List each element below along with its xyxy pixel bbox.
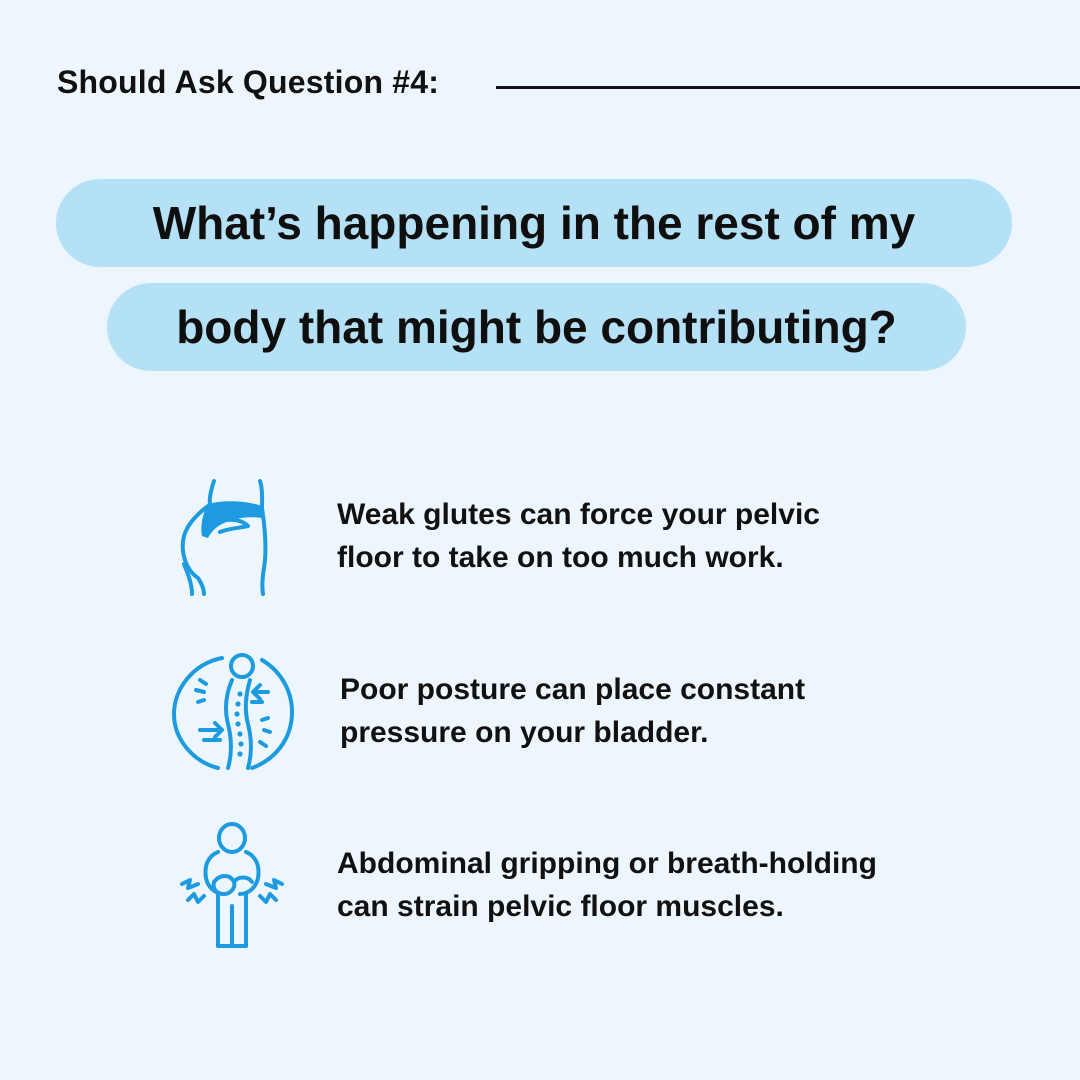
question-pill-line-2 xyxy=(107,283,966,371)
item-text-line-1: Weak glutes can force your pelvic xyxy=(337,498,820,531)
glutes-icon xyxy=(178,478,268,596)
item-text-line-2: pressure on your bladder. xyxy=(340,716,709,749)
item-text-line-2: can strain pelvic floor muscles. xyxy=(337,890,784,923)
item-text-line-2: floor to take on too much work. xyxy=(337,541,784,574)
item-text-line-1: Abdominal gripping or breath-holding xyxy=(337,847,877,880)
question-line-1: What’s happening in the rest of my xyxy=(152,197,916,249)
header-divider xyxy=(496,86,1080,89)
question-pill-line-1 xyxy=(56,179,1012,267)
item-text-line-1: Poor posture can place constant xyxy=(340,673,806,706)
question-line-2: body that might be contributing? xyxy=(176,301,897,353)
abdominal-strain-icon xyxy=(178,822,286,950)
posture-spine-icon xyxy=(170,650,296,774)
header-label: Should Ask Question #4: xyxy=(57,64,440,100)
